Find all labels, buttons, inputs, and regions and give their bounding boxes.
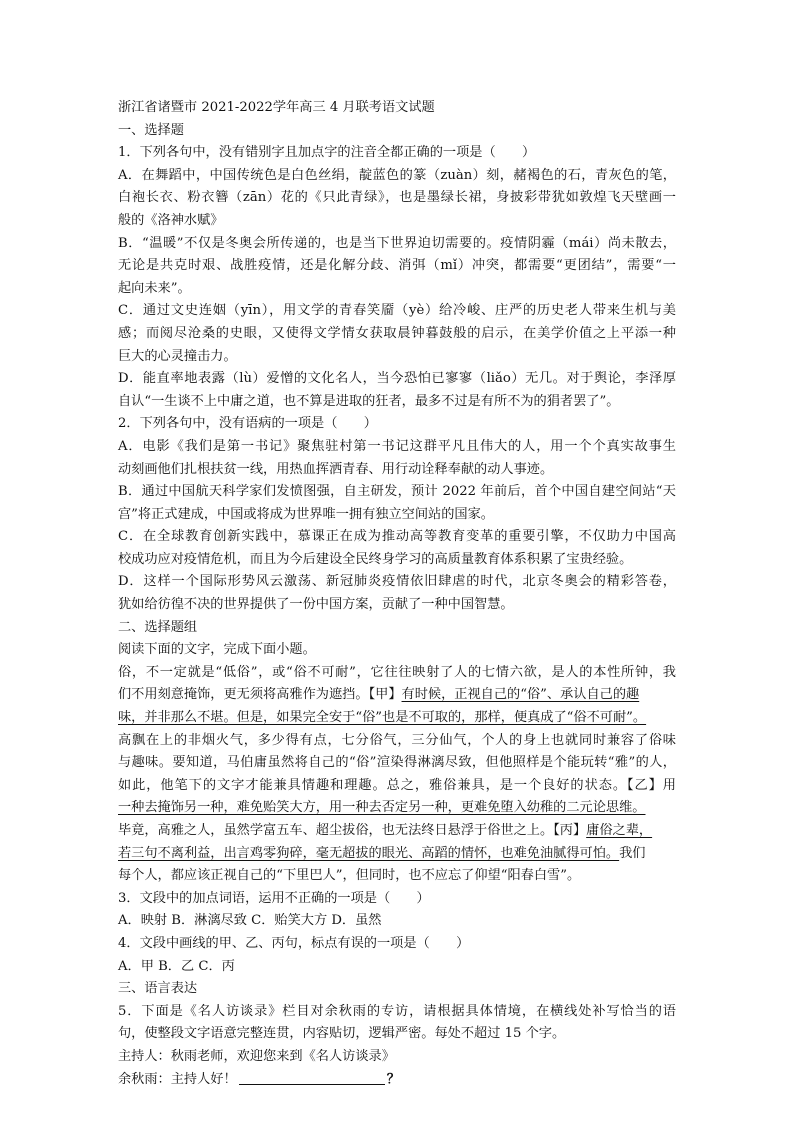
passage-line: 高飘在上的非烟火气，多少得有点，七分俗气，三分仙气，个人的身上也就同时兼容了俗味 (118, 732, 676, 748)
q2-option-a: A．电影《我们是第一书记》聚焦驻村第一书记这群平凡且伟大的人，用一个个真实故事生 (118, 438, 676, 454)
q2-option-a: 动刻画他们扎根扶贫一线，用热血挥洒青春、用行动诠释奉献的动人事迹。 (118, 461, 554, 477)
q4-options: A．甲 B．乙 C．丙 (118, 958, 235, 974)
q2-option-d: 犹如给彷徨不决的世界提供了一份中国方案，贡献了一种中国智慧。 (118, 597, 514, 613)
doc-title: 浙江省诸暨市 2021-2022学年高三 4 月联考语文试题 (118, 100, 435, 115)
passage-line: 毕竟，高雅之人，虽然学富五车、超尘拔俗，也无法终日悬浮于俗世之上。【丙】庸俗之辈， (118, 823, 653, 838)
q1-option-a: 般的《洛神水赋》 (118, 212, 224, 228)
q2-option-d: D．这样一个国际形势风云激荡、新冠肺炎疫情依旧肆虐的时代，北京冬奥会的精彩答卷， (118, 574, 676, 590)
q2-stem: 2．下列各句中，没有语病的一项是（ ） (118, 416, 377, 432)
reading-intro: 阅读下面的文字，完成下面小题。 (118, 642, 316, 658)
section-heading: 二、选择题组 (118, 619, 198, 635)
q2-option-c: C．在全球教育创新实践中，慕课正在成为推动高等教育变革的重要引擎，不仅助力中国高 (118, 529, 676, 545)
passage-line: 若三句不离利益，出言鸡零狗碎，毫无超拔的眼光、高蹈的情怀，也难免油腻得可怕。我们 (118, 845, 646, 861)
underlined-sentence-bing: 庸俗之辈， (586, 823, 653, 838)
q1-option-d: D．能直率地表露（lù）爱憎的文化名人，当今恐怕已寥寥（liǎo）无几。对于舆论，李泽厚 (118, 371, 676, 387)
exam-page (118, 97, 676, 1091)
q5-stem: 句，使整段文字语意完整连贯，内容贴切，逻辑严密。每处不超过 15 个字。 (118, 1026, 566, 1042)
q2-option-b: 宫”将正式建成，中国或将成为世界唯一拥有独立空间站的国家。 (118, 506, 494, 522)
passage-line: 与趣味。要知道，马伯庸虽然将自己的“俗”渲染得淋漓尽致，但他照样是个能玩转“雅”的人， (118, 755, 676, 771)
q3-stem: 3．文段中的加点词语，运用不正确的一项是（ ） (118, 890, 430, 906)
q1-option-c: 感；而阅尽沧桑的史眼，又使得文学情女获取晨钟暮鼓般的启示，在美学价值之上平添一种 (118, 325, 676, 341)
underlined-sentence-jia: 味，并非那么不堪。但是，如果完全安于“俗”也是不可取的，那样，便真成了“俗不可耐”。 (118, 710, 647, 726)
passage-line: 俗，不一定就是“低俗”，或“俗不可耐”，它往往映射了人的七情六欲，是人的本性所钟，我 (118, 664, 676, 680)
passage-line: 们不用刻意掩饰，更无须将高雅作为遮挡。【甲】有时候，正视自己的“俗”、承认自己的趣 (118, 687, 640, 703)
underlined-sentence-yi: 一种去掩饰另一种，难免贻笑大方，用一种去否定另一种，更难免堕入幼稚的二元论思维。 (118, 800, 646, 816)
section-heading: 一、选择题 (118, 122, 184, 138)
q1-option-d: 自认“一生谈不上中庸之道，也不算是进取的狂者，最多不过是有所不为的狷者罢了”。 (118, 393, 620, 409)
q1-option-c: 巨大的心灵撞击力。 (118, 348, 237, 364)
answer-blank[interactable] (239, 1069, 385, 1085)
q5-stem: 5．下面是《名人访谈录》栏目对余秋雨的专访，请根据具体情境，在横线处补写恰当的语 (118, 1003, 676, 1019)
q3-options: A．映射 B．淋漓尽致 C．贻笑大方 D．虽然 (118, 913, 382, 929)
section-heading: 三、语言表达 (118, 981, 198, 997)
passage-line: 每个人，都应该正视自己的“下里巴人”，但同时，也不应忘了仰望“阳春白雪”。 (118, 868, 581, 884)
q4-stem: 4．文段中画线的甲、乙、丙句，标点有误的一项是（ ） (118, 935, 470, 951)
underlined-sentence-jia: 有时候，正视自己的“俗”、承认自己的趣 (401, 687, 640, 703)
q1-option-c: C．通过文史连姻（yīn），用文学的青春笑靥（yè）给冷峻、庄严的历史老人带来生机与美 (118, 303, 676, 319)
q1-stem: 1．下列各句中，没有错别字且加点字的注音全都正确的一项是（ ） (118, 145, 536, 161)
q2-option-c: 校成功应对疫情危机，而且为今后建设全民终身学习的高质量教育体系积累了宝贵经验。 (118, 551, 633, 567)
underlined-sentence-bing: 若三句不离利益，出言鸡零狗碎，毫无超拔的眼光、高蹈的情怀，也难免油腻得可怕。 (118, 845, 620, 861)
passage-line: 如此，他笔下的文字才能兼具情趣和理趣。总之，雅俗兼具，是一个良好的状态。【乙】用 (118, 777, 676, 793)
q1-option-b: 无论是共克时艰、战胜疫情，还是化解分歧、消弭（mǐ）冲突，都需要“更团结”，需要“一 (118, 258, 676, 274)
dialogue-yu: 余秋雨：主持人好！ ？ (118, 1069, 676, 1092)
q1-option-a: A．在舞蹈中，中国传统色是白色丝绢，靛蓝色的篆（zuàn）刻，赭褐色的石，青灰色的笔， (118, 167, 676, 183)
q2-option-b: B．通过中国航天科学家们发愤图强，自主研发，预计 2022 年前后，首个中国自建空间站“天 (118, 484, 676, 500)
q1-option-b: B．“温暖”不仅是冬奥会所传递的，也是当下世界迫切需要的。疫情阴霾（mái）尚未散去， (118, 235, 676, 251)
dialogue-host: 主持人：秋雨老师，欢迎您来到《名人访谈录》 (118, 1048, 395, 1064)
q1-option-a: 白袍长衣、粉衣簪（zān）花的《只此青绿》，也是墨绿长裙，身披彩带犹如敦煌飞天壁画一 (118, 190, 676, 206)
q1-option-b: 起向未来”。 (118, 280, 191, 296)
